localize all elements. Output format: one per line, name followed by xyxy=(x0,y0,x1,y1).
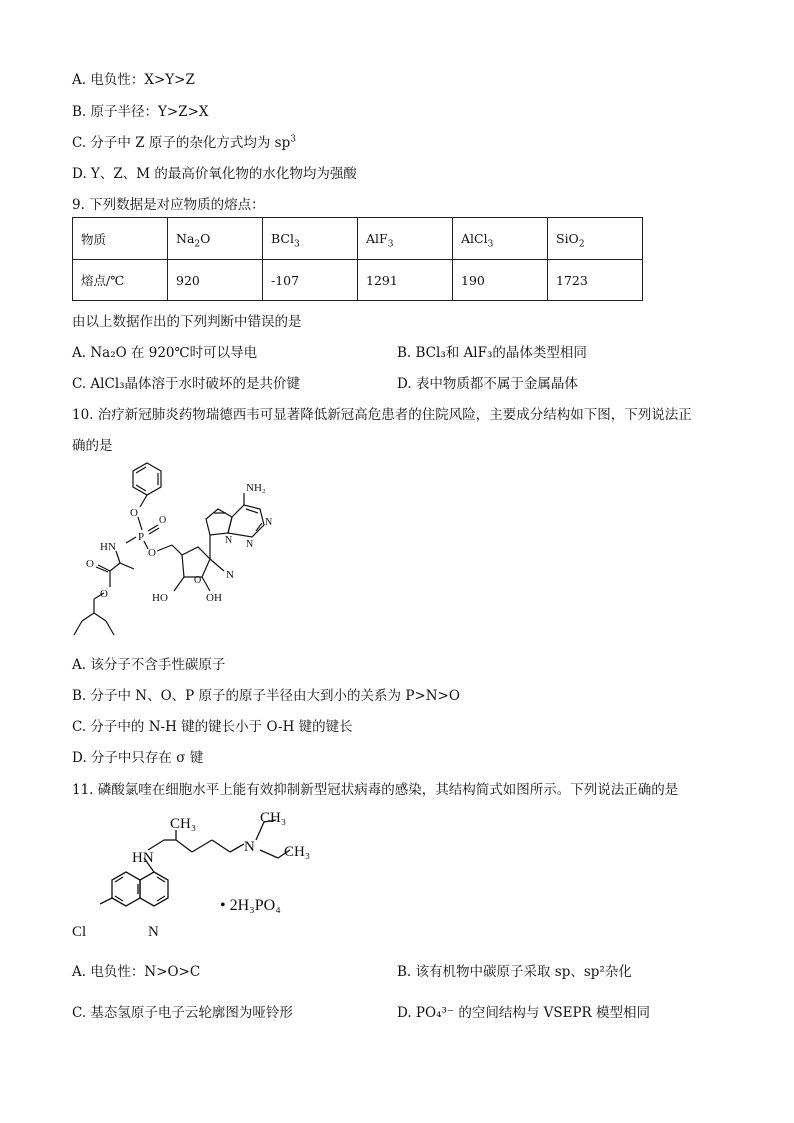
table-substance: BCl$_3$ xyxy=(263,218,358,260)
salt-formula: • 2H₃PO₄ xyxy=(220,897,281,914)
table-cell: 1291 xyxy=(358,260,453,301)
q8-option-c xyxy=(72,131,296,151)
q8-option-a: A. 电负性：X>Y>Z xyxy=(72,72,195,88)
q10-option-a: A. 该分子不含手性碳原子 xyxy=(72,657,226,673)
svg-text:O: O xyxy=(100,588,108,600)
table-cell: 190 xyxy=(453,260,548,301)
q10-stem-line1: 10. 治疗新冠肺炎药物瑞德西韦可显著降低新冠高危患者的住院风险，主要成分结构如下图，下列说法正 xyxy=(72,407,692,423)
table-header-label: 物质 xyxy=(73,218,168,260)
svg-text:O: O xyxy=(194,575,202,586)
q9-conclusion: 由以上数据作出的下列判断中错误的是 xyxy=(72,314,302,330)
remdesivir-structure xyxy=(60,455,300,645)
q11-option-b: B. 该有机物中碳原子采取 sp、sp²杂化 xyxy=(397,964,632,980)
table-cell: 920 xyxy=(168,260,263,301)
atom-label-nh2: NH₂ xyxy=(246,482,266,494)
table-row-label: 熔点/℃ xyxy=(73,260,168,301)
atom-label-n-amine: N xyxy=(244,839,255,855)
q8-option-b: B. 原子半径：Y>Z>X xyxy=(72,104,209,120)
svg-text:O: O xyxy=(86,558,94,570)
atom-label-hn: HN xyxy=(100,541,116,553)
table-substance: SiO$_2$ xyxy=(548,218,643,260)
q11-option-c: C. 基态氢原子电子云轮廓图为哑铃形 xyxy=(72,1005,293,1021)
atom-label-ethyl-ch3: CH₃ xyxy=(260,810,287,826)
atom-label-p: P xyxy=(138,531,145,543)
q9-option-c: C. AlCl₃晶体溶于水时破坏的是共价键 xyxy=(72,376,301,392)
atom-label-hn: HN xyxy=(132,850,154,866)
q11-option-d: D. PO₄³⁻ 的空间结构与 VSEPR 模型相同 xyxy=(397,1005,650,1021)
atom-label-o: O xyxy=(130,507,138,519)
svg-text:O: O xyxy=(159,515,167,526)
q8-option-c-sup: 3 xyxy=(290,134,296,145)
q9-stem: 9. 下列数据是对应物质的熔点： xyxy=(72,197,265,213)
q10-option-b: B. 分子中 N、O、P 原子的原子半径由大到小的关系为 P>N>O xyxy=(72,688,460,704)
svg-text:O: O xyxy=(148,547,156,559)
q8-option-c-text: C. 分子中 Z 原子的杂化方式均为 sp xyxy=(72,135,291,151)
table-substance: AlCl$_3$ xyxy=(453,218,548,260)
q8-option-d: D. Y、Z、M 的最高价氧化物的水化物均为强酸 xyxy=(72,166,357,182)
table-row xyxy=(73,218,643,260)
atom-label-cn: N xyxy=(226,569,234,581)
atom-label-cl: Cl xyxy=(72,924,87,940)
svg-text:N: N xyxy=(246,539,254,550)
svg-text:N: N xyxy=(265,517,273,528)
q9-option-d: D. 表中物质都不属于金属晶体 xyxy=(397,376,578,392)
q9-option-a: A. Na₂O 在 920℃时可以导电 xyxy=(72,345,258,361)
atom-label-ho: HO xyxy=(152,592,168,604)
table-substance: AlF$_3$ xyxy=(358,218,453,260)
table-cell: -107 xyxy=(263,260,358,301)
atom-label-n: N xyxy=(225,535,233,546)
atom-label-n-ring: N xyxy=(148,924,159,940)
atom-label-oh: OH xyxy=(206,592,222,604)
q9-option-b: B. BCl₃和 AlF₃的晶体类型相同 xyxy=(397,345,587,361)
atom-label-ch3: CH₃ xyxy=(170,816,197,832)
q11-option-a: A. 电负性：N>O>C xyxy=(72,964,201,980)
table-cell: 1723 xyxy=(548,260,643,301)
chloroquine-phosphate-structure xyxy=(64,800,354,945)
table-row xyxy=(73,260,643,301)
table-substance: $Na_2O$ xyxy=(168,218,263,260)
q10-option-c: C. 分子中的 N-H 键的键长小于 O-H 键的键长 xyxy=(72,719,353,735)
q10-option-d: D. 分子中只存在 σ 键 xyxy=(72,750,204,766)
q10-stem-line2: 确的是 xyxy=(72,438,113,454)
melting-point-table xyxy=(72,217,643,301)
atom-label-ethyl-ch3-right: CH₃ xyxy=(284,844,311,860)
q11-stem: 11. 磷酸氯喹在细胞水平上能有效抑制新型冠状病毒的感染，其结构简式如图所示。下列说法正确的是 xyxy=(72,782,679,798)
